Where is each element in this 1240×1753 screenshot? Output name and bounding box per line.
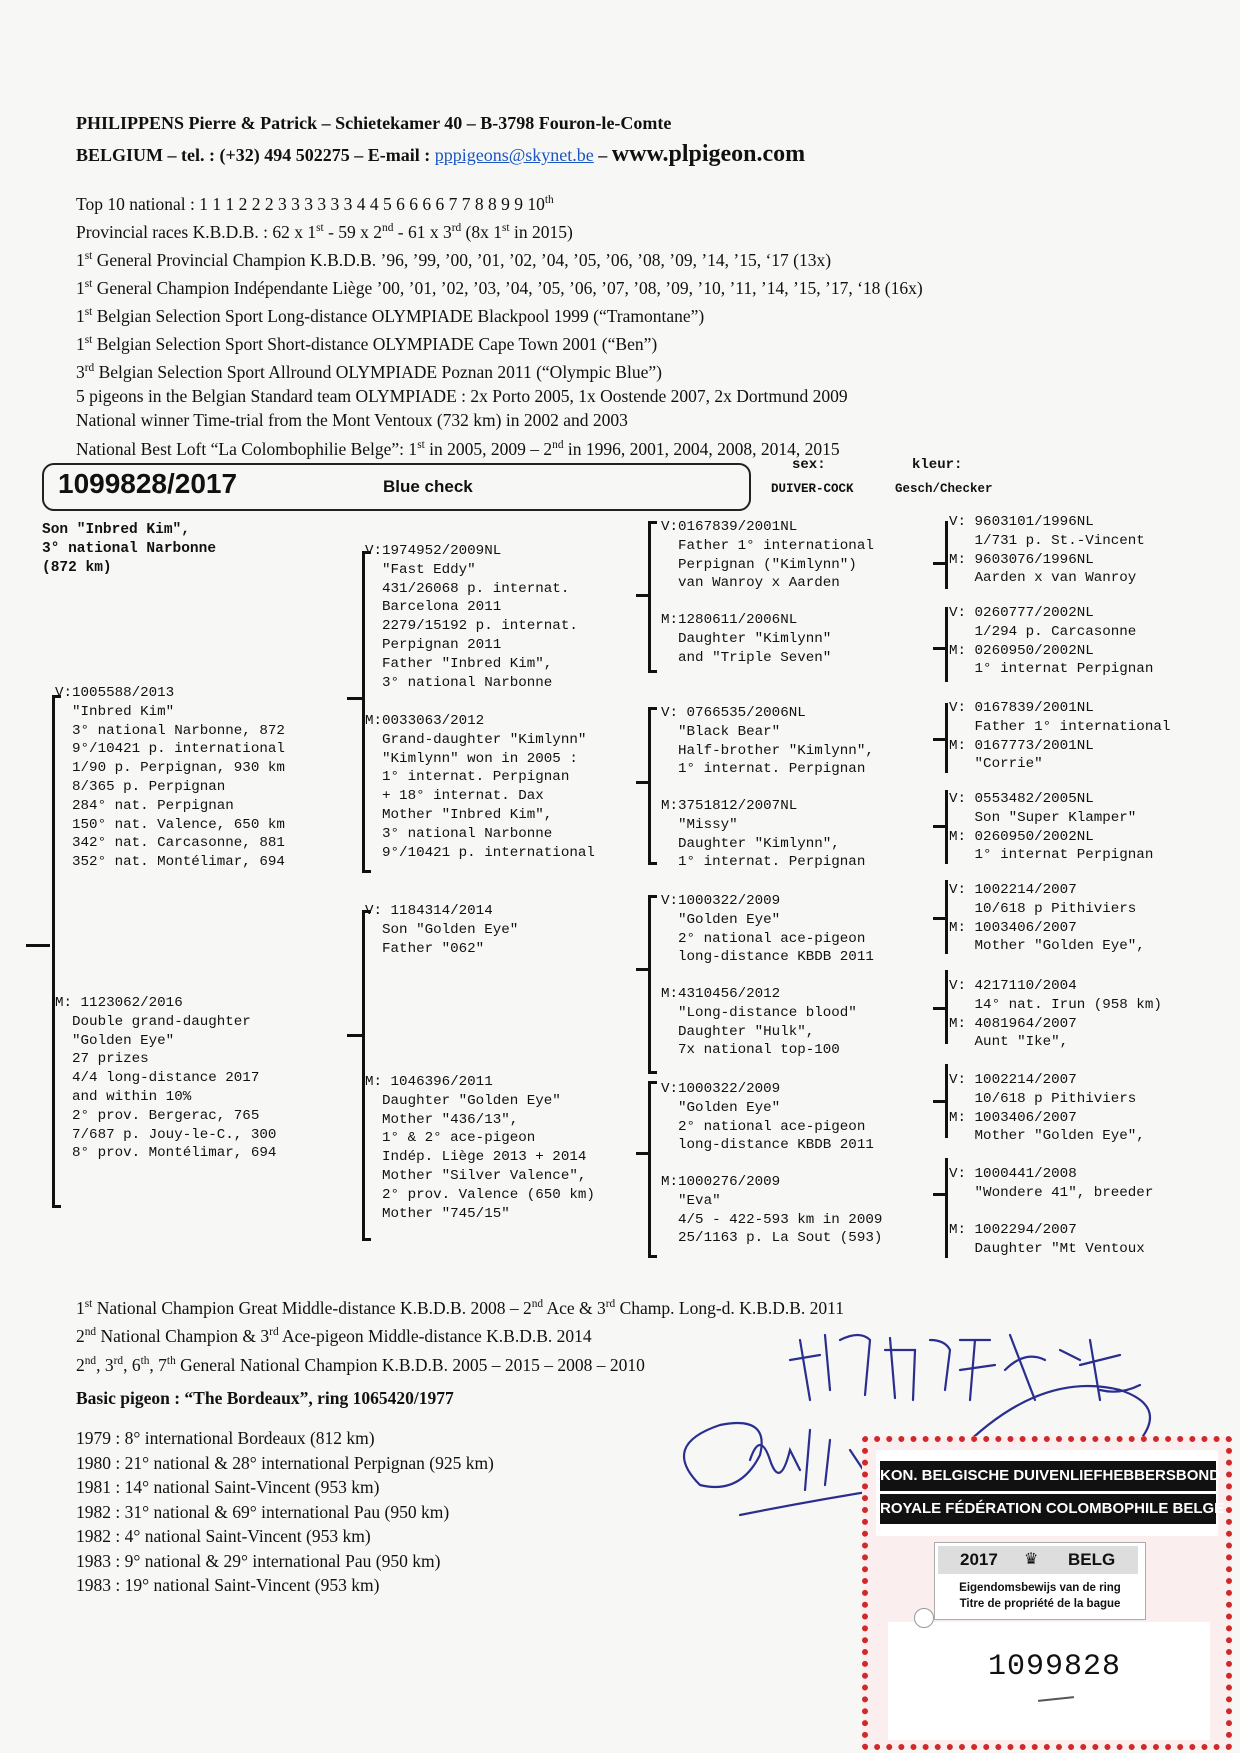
- sex-value: DUIVER-COCK: [771, 482, 854, 496]
- kleur-value: Gesch/Checker: [895, 482, 993, 496]
- breeder-contact: [76, 141, 805, 168]
- ds-connector: [636, 968, 648, 971]
- ordinal-suffix: st: [84, 306, 93, 319]
- sex-label: sex:: [792, 457, 826, 473]
- g3-entry-2: M:1280611/2006NL Daughter "Kimlynn" and "Triple Seven": [661, 612, 832, 666]
- sire-dam-entry: M:0033063/2012 Grand-daughter "Kimlynn" "Kimlynn" won in 2005 : 1° internat. Perpignan + 18° internat. Dax Mother "Inbred Kim", 3° national Narbonne 9°/10421 p. international: [365, 713, 595, 861]
- g4-entry-3: V: 0167839/2001NL Father 1° international M: 0167773/2001NL "Corrie": [949, 700, 1171, 773]
- sd-connector: [636, 781, 648, 784]
- g4-connector-2: [933, 647, 945, 650]
- g4-connector-6: [933, 1007, 945, 1010]
- ordinal-suffix: st: [316, 222, 324, 235]
- g3-entry-6: M:4310456/2012 "Long-distance blood" Daughter "Hulk", 7x national top-100: [661, 986, 857, 1059]
- g4-entry-7: V: 1002214/2007 10/618 p Pithiviers M: 1003406/2007 Mother "Golden Eye",: [949, 1072, 1145, 1145]
- ring-year: 2017: [960, 1550, 998, 1569]
- g3-entry-7: V:1000322/2009 "Golden Eye" 2° national ace-pigeon long-distance KBDB 2011: [661, 1081, 874, 1154]
- sire-connector: [347, 697, 363, 700]
- contact-separator: –: [593, 145, 612, 165]
- ordinal-suffix: rd: [605, 1298, 616, 1310]
- g3-entry-8: M:1000276/2009 "Eva" 4/5 - 422-593 km in 2009 25/1163 p. La Sout (593): [661, 1174, 883, 1247]
- g4-connector-8: [933, 1193, 945, 1196]
- ds-bracket: [648, 895, 657, 1074]
- ordinal-suffix: nd: [84, 1326, 97, 1339]
- basic-result-line: 1980 : 21° national & 28° international Perpignan (925 km): [76, 1452, 494, 1473]
- achievement-line: 3rd Belgian Selection Sport Allround OLYMPIADE Poznan 2011 (“Olympic Blue”): [76, 362, 662, 383]
- contact-prefix: BELGIUM – tel. : (+32) 494 502275 – E-mail :: [76, 145, 435, 165]
- basic-result-line: 1983 : 19° national Saint-Vincent (953 km): [76, 1575, 380, 1595]
- achievement-line: National winner Time-trial from the Mont Ventoux (732 km) in 2002 and 2003: [76, 410, 628, 431]
- g4-entry-6: V: 4217110/2004 14° nat. Irun (958 km) M: 4081964/2007 Aunt "Ike",: [949, 978, 1162, 1051]
- ownership-title-nl: Eigendomsbewijs van de ring: [959, 1582, 1121, 1594]
- ordinal-suffix: rd: [84, 362, 95, 375]
- ring-year-band: [938, 1546, 1138, 1574]
- g4-entry-4: V: 0553482/2005NL Son "Super Klamper" M: 0260950/2002NL 1° internat Perpignan: [949, 791, 1154, 864]
- g4-connector-4: [933, 825, 945, 828]
- ordinal-suffix: nd: [552, 438, 564, 451]
- ring-number: 1099828/2017: [58, 468, 238, 499]
- g4-connector-3: [933, 738, 945, 741]
- ordinal-suffix: st: [502, 222, 510, 235]
- ring-ownership-card: [862, 1436, 1232, 1750]
- federation-name-nl: KON. BELGISCHE DUIVENLIEFHEBBERSBOND: [880, 1461, 1216, 1491]
- achievement-line: National Best Loft “La Colombophilie Belge”: 1st in 2005, 2009 – 2nd in 1996, 2001, 2004, 2008, 2014, 2015: [76, 438, 840, 459]
- ordinal-suffix: th: [166, 1354, 176, 1367]
- ownership-title-fr: Titre de propriété de la bague: [959, 1598, 1121, 1610]
- ordinal-suffix: st: [84, 1298, 93, 1310]
- sire-entry: V:1005588/2013 "Inbred Kim" 3° national Narbonne, 872 9°/10421 p. international 1/90 p. Perpignan, 930 km 8/365 p. Perpignan 284° nat. Perpignan 150° nat. Valence, 650 km 342° nat. Carcasonne, 881 352° nat. Montélimar, 694: [55, 685, 285, 871]
- ordinal-suffix: nd: [84, 1354, 97, 1367]
- sd-bracket: [648, 707, 657, 865]
- dam-entry: M: 1123062/2016 Double grand-daughter "Golden Eye" 27 prizes 4/4 long-distance 2017 and within 10% 2° prov. Bergerac, 765 7/687 p. Jouy-le-C., 300 8° prov. Montélimar, 694: [55, 995, 277, 1162]
- dam-sire-entry: V: 1184314/2014 Son "Golden Eye" Father "062": [365, 903, 519, 957]
- dam-connector: [347, 1034, 363, 1037]
- g4-entry-1: V: 9603101/1996NL 1/731 p. St.-Vincent M: 9603076/1996NL Aarden x van Wanroy: [949, 514, 1145, 587]
- email-link[interactable]: pppigeons@skynet.be: [434, 145, 594, 165]
- g3-entry-3: V: 0766535/2006NL "Black Bear" Half-brother "Kimlynn", 1° internat. Perpignan: [661, 705, 874, 778]
- ring-country: BELG: [1068, 1550, 1116, 1569]
- basic-pigeon-results: [76, 1426, 494, 1598]
- breeder-address: PHILIPPENS Pierre & Patrick – Schietekamer 40 – B-3798 Fouron-le-Comte: [76, 113, 672, 133]
- basic-result-line: 1983 : 9° national & 29° international Pau (950 km): [76, 1550, 441, 1571]
- punch-hole: [914, 1608, 934, 1628]
- g3-entry-5: V:1000322/2009 "Golden Eye" 2° national ace-pigeon long-distance KBDB 2011: [661, 893, 874, 966]
- ordinal-suffix: st: [84, 278, 93, 291]
- basic-result-line: 1982 : 4° national Saint-Vincent (953 km): [76, 1526, 371, 1546]
- ordinal-suffix: rd: [451, 222, 462, 235]
- g4-entry-8: V: 1000441/2008 "Wondere 41", breeder M: 1002294/2007 Daughter "Mt Ventoux: [949, 1166, 1154, 1258]
- achievement-line: Top 10 national : 1 1 1 2 2 2 3 3 3 3 3 3 4 4 5 6 6 6 6 7 7 8 8 9 9 10th: [76, 193, 554, 214]
- ordinal-suffix: th: [544, 194, 554, 206]
- basic-result-line: 1979 : 8° international Bordeaux (812 km): [76, 1428, 375, 1448]
- g3-entry-4: M:3751812/2007NL "Missy" Daughter "Kimlynn", 1° internat. Perpignan: [661, 798, 866, 871]
- ordinal-suffix: th: [140, 1354, 150, 1367]
- achievements-list: [76, 188, 923, 461]
- basic-result-line: 1982 : 31° national & 69° international Pau (950 km): [76, 1501, 450, 1522]
- crown-icon: ♛: [1024, 1551, 1039, 1568]
- root-connector: [26, 944, 50, 947]
- championship-line: 1st National Champion Great Middle-distance K.B.D.B. 2008 – 2nd Ace & 3rd Champ. Long-d. K.B.D.B. 2011: [76, 1297, 845, 1318]
- ordinal-suffix: st: [84, 334, 93, 347]
- dam-dam-entry: M: 1046396/2011 Daughter "Golden Eye" Mother "436/13", 1° & 2° ace-pigeon Indép. Liège 2013 + 2014 Mother "Silver Valence", 2° prov. Valence (650 km) Mother "745/15": [365, 1074, 595, 1222]
- achievement-line: 1st General Champion Indépendante Liège ’00, ’01, ’02, ’03, ’04, ’05, ’06, ’07, ’08, ’09, ’10, ’11, ’14, ’15, ’17, ‘18 (16x): [76, 277, 923, 298]
- website-link[interactable]: www.plpigeon.com: [611, 141, 806, 167]
- achievement-line: 1st General Provincial Champion K.B.D.B. ’96, ’99, ’00, ’01, ’02, ’04, ’05, ’06, ’08, ’09, ’14, ’15, ‘17 (13x): [76, 249, 832, 270]
- championship-line: 2nd National Champion & 3rd Ace-pigeon Middle-distance K.B.D.B. 2014: [76, 1326, 592, 1347]
- ss-bracket: [648, 521, 657, 673]
- ordinal-suffix: nd: [382, 222, 394, 235]
- color-label: Blue check: [383, 477, 473, 496]
- ordinal-suffix: rd: [113, 1354, 124, 1367]
- g4-entry-5: V: 1002214/2007 10/618 p Pithiviers M: 1003406/2007 Mother "Golden Eye",: [949, 882, 1145, 955]
- achievement-line: 5 pigeons in the Belgian Standard team OLYMPIADE : 2x Porto 2005, 1x Oostende 2007, 2x Dortmund 2009: [76, 386, 848, 407]
- dd-connector: [636, 1152, 648, 1155]
- g4-connector-7: [933, 1100, 945, 1103]
- basic-pigeon-title: Basic pigeon : “The Bordeaux”, ring 1065420/1977: [76, 1388, 454, 1408]
- ss-connector: [636, 594, 648, 597]
- basic-result-line: 1981 : 14° national Saint-Vincent (953 km): [76, 1477, 380, 1497]
- achievement-line: 1st Belgian Selection Sport Short-distance OLYMPIADE Cape Town 2001 (“Ben”): [76, 333, 658, 354]
- ring-card-number: 1099828: [988, 1650, 1122, 1684]
- subject-note: Son "Inbred Kim", 3° national Narbonne (872 km): [42, 522, 217, 576]
- championship-line: 2nd, 3rd, 6th, 7th General National Champion K.B.D.B. 2005 – 2015 – 2008 – 2010: [76, 1354, 645, 1375]
- sire-sire-entry: V:1974952/2009NL "Fast Eddy" 431/26068 p. internat. Barcelona 2011 2279/15192 p. internat. Perpignan 2011 Father "Inbred Kim", 3° national Narbonne: [365, 543, 578, 691]
- ordinal-suffix: st: [417, 438, 425, 451]
- achievement-line: Provincial races K.B.D.B. : 62 x 1st - 59 x 2nd - 61 x 3rd (8x 1st in 2015): [76, 221, 573, 242]
- g3-entry-1: V:0167839/2001NL Father 1° international Perpignan ("Kimlynn") van Wanroy x Aarden: [661, 519, 874, 592]
- kleur-label: kleur:: [912, 457, 963, 473]
- g4-connector-5: [933, 917, 945, 920]
- ordinal-suffix: rd: [269, 1326, 279, 1339]
- dd-bracket: [648, 1081, 657, 1258]
- g4-connector-1: [933, 562, 945, 565]
- g4-entry-2: V: 0260777/2002NL 1/294 p. Carcasonne M: 0260950/2002NL 1° internat Perpignan: [949, 605, 1154, 678]
- ordinal-suffix: nd: [531, 1298, 544, 1310]
- achievement-line: 1st Belgian Selection Sport Long-distance OLYMPIADE Blackpool 1999 (“Tramontane”): [76, 305, 705, 326]
- ordinal-suffix: st: [84, 250, 93, 263]
- federation-name-fr: ROYALE FÉDÉRATION COLOMBOPHILE BELGE: [880, 1494, 1216, 1524]
